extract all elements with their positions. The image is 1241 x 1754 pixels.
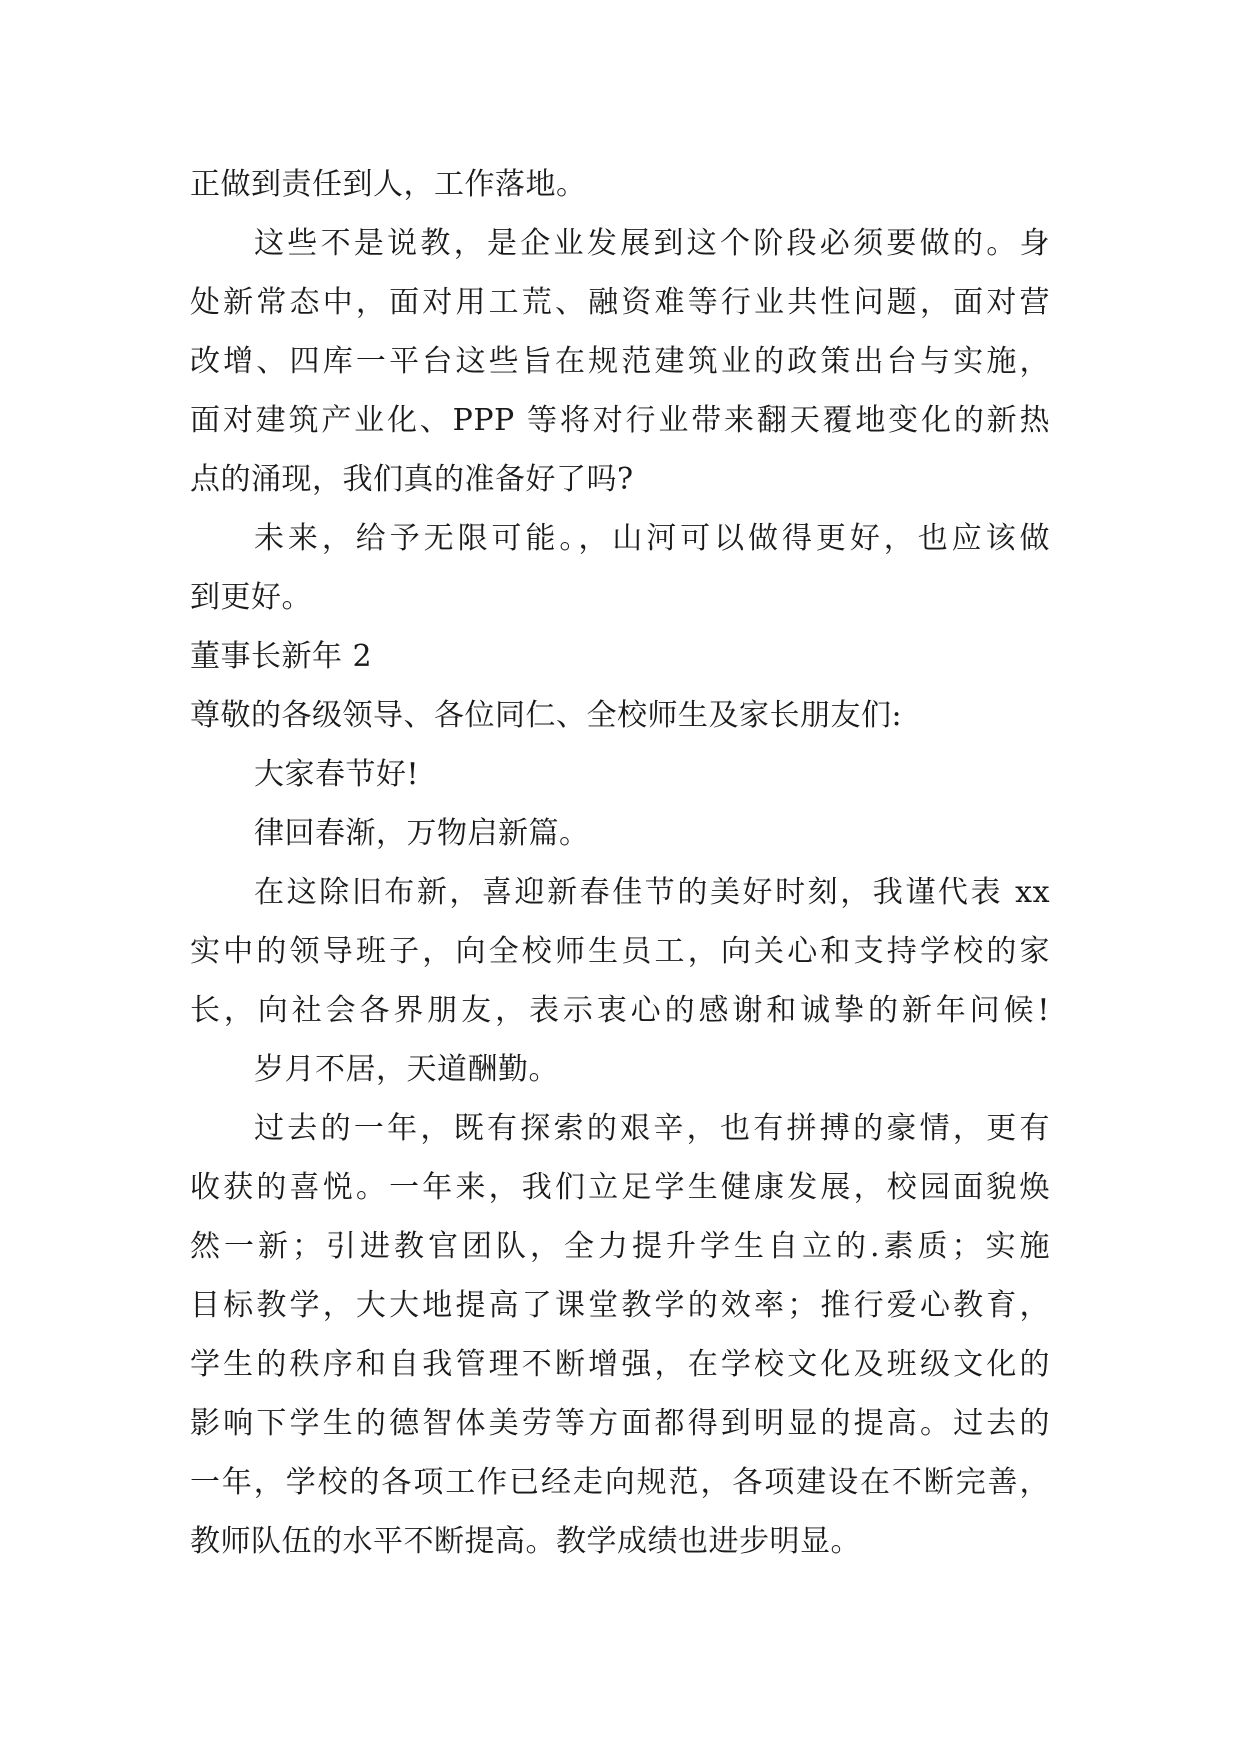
text-line: 这些不是说教，是企业发展到这个阶段必须要做的。身 bbox=[254, 226, 1050, 261]
text-line: 收获的喜悦。一年来，我们立足学生健康发展，校园面貌焕 bbox=[190, 1170, 1050, 1205]
text-line: 然一新；引进教官团队，全力提升学生自立的.素质；实施 bbox=[190, 1229, 1050, 1264]
salutation: 尊敬的各级领导、各位同仁、全校师生及家长朋友们: bbox=[190, 698, 903, 733]
text-line: 一年，学校的各项工作已经走向规范，各项建设在不断完善， bbox=[190, 1465, 1050, 1500]
text-line: 影响下学生的德智体美劳等方面都得到明显的提高。过去的 bbox=[190, 1406, 1050, 1441]
text-line: 过去的一年，既有探索的艰辛，也有拼搏的豪情，更有 bbox=[254, 1111, 1050, 1146]
text-line: 律回春渐，万物启新篇。 bbox=[254, 816, 590, 851]
text-line: 面对建筑产业化、PPP 等将对行业带来翻天覆地变化的新热 bbox=[190, 403, 1050, 438]
text-line: 岁月不居，天道酬勤。 bbox=[254, 1052, 559, 1087]
text-line: 在这除旧布新，喜迎新春佳节的美好时刻，我谨代表 xx bbox=[254, 875, 1050, 910]
text-line: 实中的领导班子，向全校师生员工，向关心和支持学校的家 bbox=[190, 934, 1050, 969]
text-line: 点的涌现，我们真的准备好了吗? bbox=[190, 462, 634, 497]
text-line: 目标教学，大大地提高了课堂教学的效率；推行爱心教育， bbox=[190, 1288, 1050, 1323]
text-line: 教师队伍的水平不断提高。教学成绩也进步明显。 bbox=[190, 1524, 861, 1559]
text-line: 未来，给予无限可能。，山河可以做得更好，也应该做 bbox=[254, 521, 1050, 556]
text-line: 改增、四库一平台这些旨在规范建筑业的政策出台与实施， bbox=[190, 344, 1050, 379]
text-line: 到更好。 bbox=[190, 580, 312, 615]
section-heading: 董事长新年 2 bbox=[190, 639, 373, 674]
text-line: 处新常态中，面对用工荒、融资难等行业共性问题，面对营 bbox=[190, 285, 1050, 320]
text-line: 长，向社会各界朋友，表示衷心的感谢和诚挚的新年问候! bbox=[190, 993, 1050, 1028]
text-line: 正做到责任到人，工作落地。 bbox=[190, 167, 587, 202]
text-line: 大家春节好! bbox=[254, 757, 420, 792]
document-body bbox=[190, 155, 1050, 1571]
text-line: 学生的秩序和自我管理不断增强，在学校文化及班级文化的 bbox=[190, 1347, 1050, 1382]
